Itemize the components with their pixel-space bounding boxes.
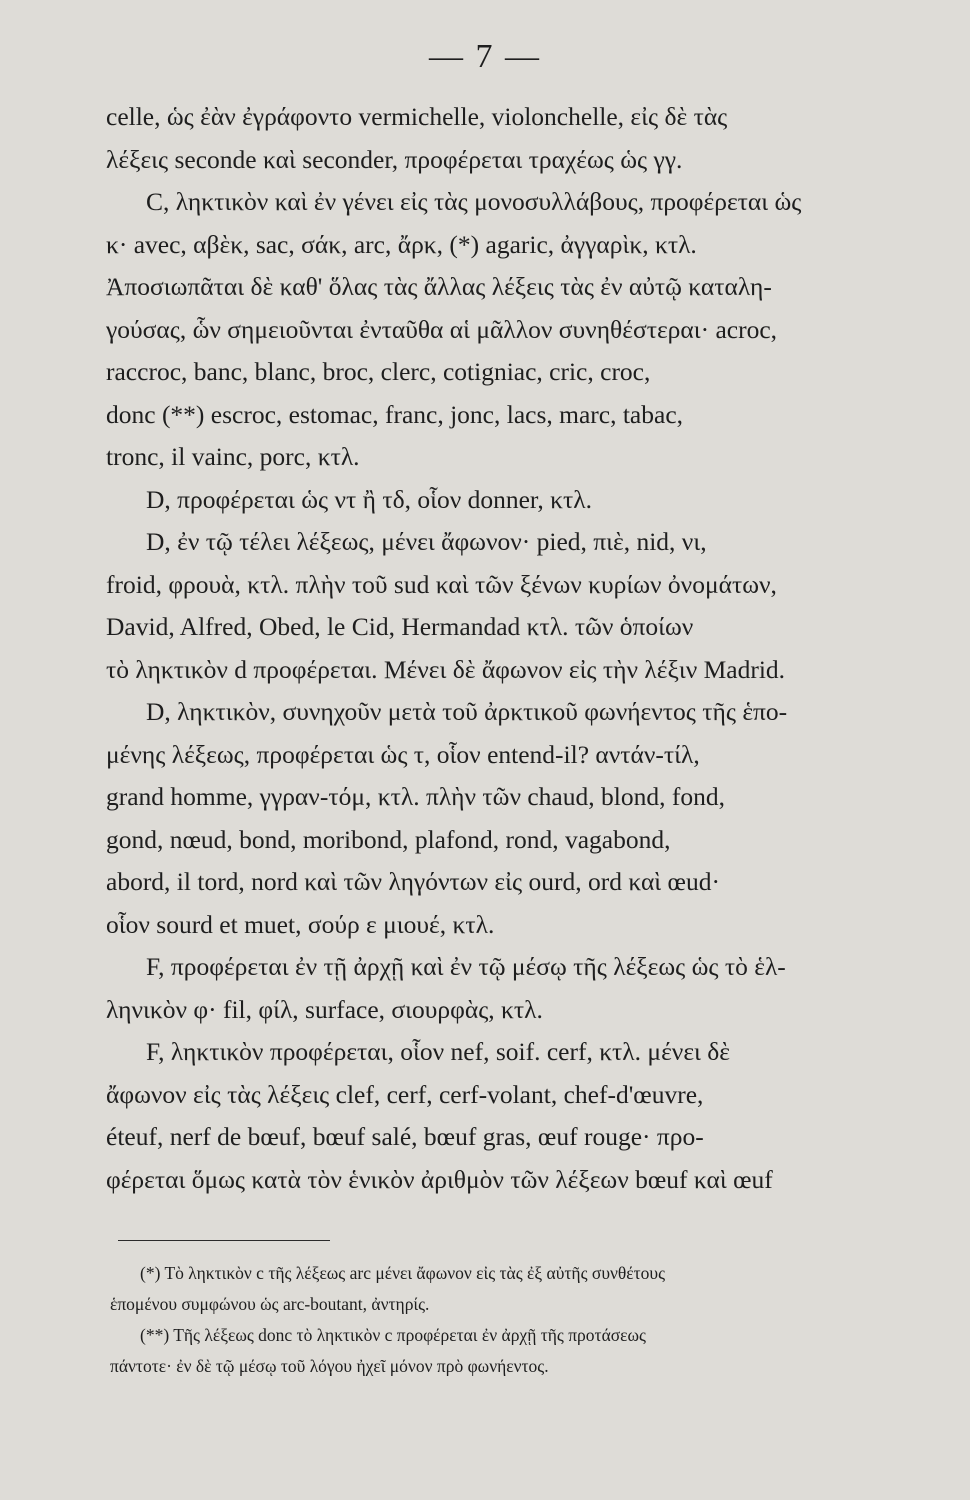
text-line: donc (**) escroc, estomac, franc, jonc, lacs, marc, tabac, (106, 399, 684, 429)
text-line: C, ληκτικὸν καὶ ἐν γένει εἰς τὰς μονοσυλλάβους, προφέρεται ὡς (146, 187, 802, 216)
page-number: — 7 — (429, 38, 541, 75)
text-line: D, ἐν τῷ τέλει λέξεως, μένει ἄφωνον· pied, πιὲ, nid, νι, (146, 527, 707, 556)
text-line: froid, φρουὰ, κτλ. πλὴν τοῦ sud καὶ τῶν ξένων κυρίων ὀνομάτων, (106, 569, 777, 599)
text-line: φέρεται ὅμως κατὰ τὸν ἑνικὸν ἀριθμὸν τῶν λέξεων bœuf καὶ œuf (106, 1164, 773, 1194)
footnote-line: πάντοτε· ἐν δὲ τῷ μέσῳ τοῦ λόγου ἠχεῖ μόνον πρὸ φωνήεντος. (110, 1356, 549, 1376)
text-line: D, ληκτικὸν, συνηχοῦν μετὰ τοῦ ἀρκτικοῦ φωνήεντος τῆς ἑπο- (146, 697, 788, 726)
footnote-line: (*) Τὸ ληκτικὸν c τῆς λέξεως arc μένει ἄφωνον εἰς τὰς ἐξ αὐτῆς συνθέτους (140, 1263, 665, 1283)
text-line: grand homme, γγραν-τόμ, κτλ. πλὴν τῶν chaud, blond, fond, (106, 782, 725, 811)
footnotes (110, 1258, 930, 1382)
text-line: τὸ ληκτικὸν d προφέρεται. Μένει δὲ ἄφωνον εἰς τὴν λέξιν Madrid. (106, 654, 786, 684)
text-line: abord, il tord, nord καὶ τῶν ληγόντων εἰς ourd, ord καὶ œud· (106, 867, 720, 896)
text-line: ληνικὸν φ· fil, φίλ, surface, σιουρφὰς, κτλ. (106, 994, 543, 1024)
text-line: λέξεις seconde καὶ seconder, προφέρεται τραχέως ὡς γγ. (106, 144, 683, 174)
text-line: tronc, il vainc, porc, κτλ. (106, 442, 360, 471)
text-line: οἷον sourd et muet, σούρ ε μιουέ, κτλ. (106, 909, 495, 939)
text-line: raccroc, banc, blanc, broc, clerc, cotigniac, cric, croc, (106, 357, 651, 386)
text-line: F, ληκτικὸν προφέρεται, οἷον nef, soif. cerf, κτλ. μένει δὲ (146, 1037, 730, 1066)
body-text (106, 96, 932, 1201)
text-line: éteuf, nerf de bœuf, bœuf salé, bœuf gras, œuf rouge· προ- (106, 1122, 704, 1151)
text-line: gond, nœud, bond, moribond, plafond, rond, vagabond, (106, 824, 671, 854)
text-line: D, προφέρεται ὡς ντ ἢ τδ, οἷον donner, κτλ. (146, 484, 592, 514)
text-line: κ· avec, αβὲκ, sac, σάκ, arc, ἄρκ, (*) agaric, ἀγγαρὶκ, κτλ. (106, 229, 697, 259)
text-line: γούσας, ὧν σημειοῦνται ἐνταῦθα αἱ μᾶλλον συνηθέστεραι· acroc, (106, 314, 778, 344)
text-line: David, Alfred, Obed, le Cid, Hermandad κτλ. τῶν ὁποίων (106, 612, 694, 641)
text-line: F, προφέρεται ἐν τῇ ἀρχῇ καὶ ἐν τῷ μέσῳ τῆς λέξεως ὡς τὸ ἑλ- (146, 952, 786, 981)
text-line: ἄφωνον εἰς τὰς λέξεις clef, cerf, cerf-volant, chef-d'œuvre, (106, 1079, 704, 1109)
text-line: Ἀποσιωπᾶται δὲ καθ' ὅλας τὰς ἄλλας λέξεις τὰς ἐν αὐτῷ καταλη- (106, 272, 772, 301)
text-line: μένης λέξεως, προφέρεται ὡς τ, οἷον entend-il? αντάν-τίλ, (106, 739, 700, 769)
footnote-line: ἑπομένου συμφώνου ὡς arc-boutant, ἀντηρίς. (110, 1294, 430, 1314)
text-line: celle, ὡς ἐὰν ἐγράφοντο vermichelle, violonchelle, εἰς δὲ τὰς (106, 102, 728, 131)
footnote-divider (118, 1240, 330, 1241)
footnote-line: (**) Τῆς λέξεως donc τὸ ληκτικὸν c προφέρεται ἐν ἀρχῇ τῆς προτάσεως (140, 1325, 646, 1345)
